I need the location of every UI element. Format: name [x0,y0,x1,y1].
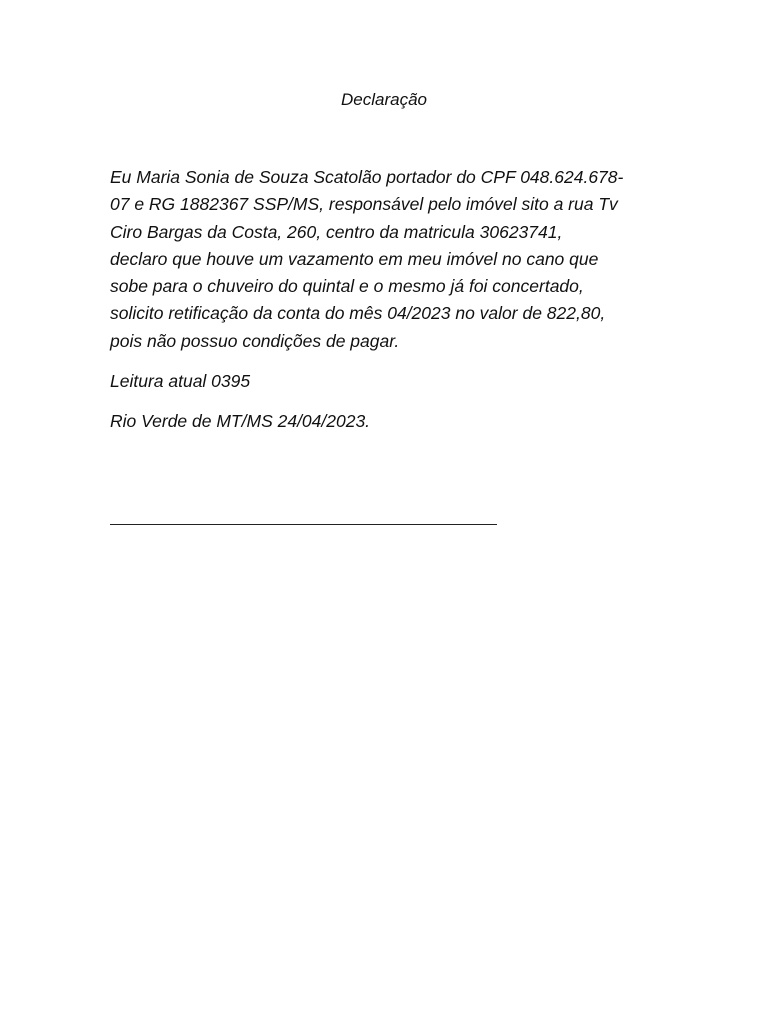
document-title: Declaração [341,90,427,109]
paragraph-line: solicito retificação da conta do mês 04/2023 no valor de 822,80, [110,303,606,324]
place-date-line: Rio Verde de MT/MS 24/04/2023. [110,411,371,431]
declaration-paragraph [110,164,658,355]
paragraph-line: sobe para o chuveiro do quintal e o mesmo já foi concertado, [110,276,584,297]
paragraph-line: Eu Maria Sonia de Souza Scatolão portador do CPF 048.624.678- [110,167,624,187]
paragraph-line: Ciro Bargas da Costa, 260, centro da matricula 30623741, [110,221,563,242]
meter-reading-line: Leitura atual 0395 [110,371,251,391]
signature-line [110,524,497,525]
paragraph-line: pois não possuo condições de pagar. [110,330,400,351]
paragraph-line: declaro que houve um vazamento em meu imóvel no cano que [110,248,599,269]
paragraph-line: 07 e RG 1882367 SSP/MS, responsável pelo imóvel sito a rua Tv [110,194,618,215]
